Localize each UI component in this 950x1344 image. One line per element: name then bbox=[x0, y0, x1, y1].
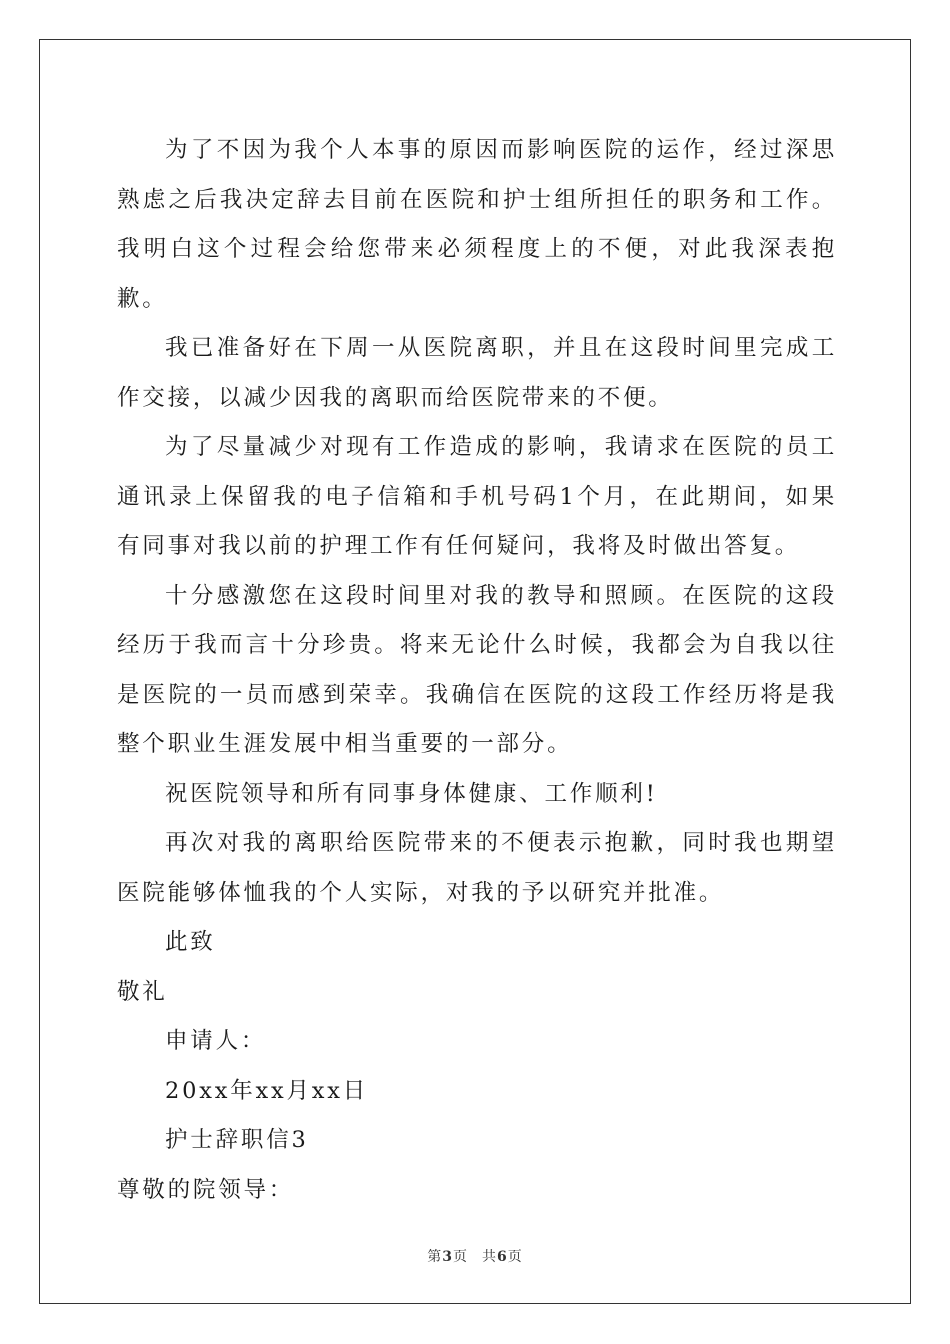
paragraph-5: 祝医院领导和所有同事身体健康、工作顺利! bbox=[165, 780, 658, 807]
paragraph-3: 为了尽量减少对现有工作造成的影响，我请求在医院的员工通讯录上保留我的电子信箱和手机号码1个月，在此期间，如果有同事对我以前的护理工作有任何疑问，我将及时做出答复。 bbox=[117, 434, 837, 559]
page-footer bbox=[0, 1246, 950, 1266]
total-prefix: 共 bbox=[482, 1249, 497, 1265]
total-unit: 页 bbox=[507, 1249, 523, 1265]
document-body bbox=[117, 126, 837, 1215]
paragraph-4: 十分感激您在这段时间里对我的教导和照顾。在医院的这段经历于我而言十分珍贵。将来无论什么时候，我都会为自我以往是医院的一员而感到荣幸。我确信在医院的这段工作经历将是我整个职业生涯发展中相当重要的一部分。 bbox=[117, 582, 837, 757]
page-unit: 页 bbox=[453, 1249, 468, 1265]
salute-line: 敬礼 bbox=[117, 978, 168, 1005]
paragraph-1: 为了不因为我个人本事的原因而影响医院的运作，经过深思熟虑之后我决定辞去目前在医院和护士组所担任的职务和工作。我明白这个过程会给您带来必须程度上的不便，对此我深表抱歉。 bbox=[117, 137, 837, 312]
closing-line: 此致 bbox=[165, 929, 216, 955]
page-current: 3 bbox=[442, 1249, 453, 1265]
paragraph-2: 我已准备好在下周一从医院离职，并且在这段时间里完成工作交接，以减少因我的离职而给医院带来的不便。 bbox=[117, 335, 837, 411]
date-line: 20xx年xx月xx日 bbox=[165, 1077, 369, 1104]
applicant-line: 申请人： bbox=[165, 1028, 267, 1054]
paragraph-6: 再次对我的离职给医院带来的不便表示抱歉，同时我也期望医院能够体恤我的个人实际，对我的予以研究并批准。 bbox=[117, 830, 837, 906]
page-total: 6 bbox=[497, 1249, 508, 1265]
next-letter-title: 护士辞职信3 bbox=[165, 1127, 309, 1153]
greeting-line: 尊敬的院领导： bbox=[117, 1176, 295, 1203]
page-prefix: 第 bbox=[427, 1249, 443, 1265]
